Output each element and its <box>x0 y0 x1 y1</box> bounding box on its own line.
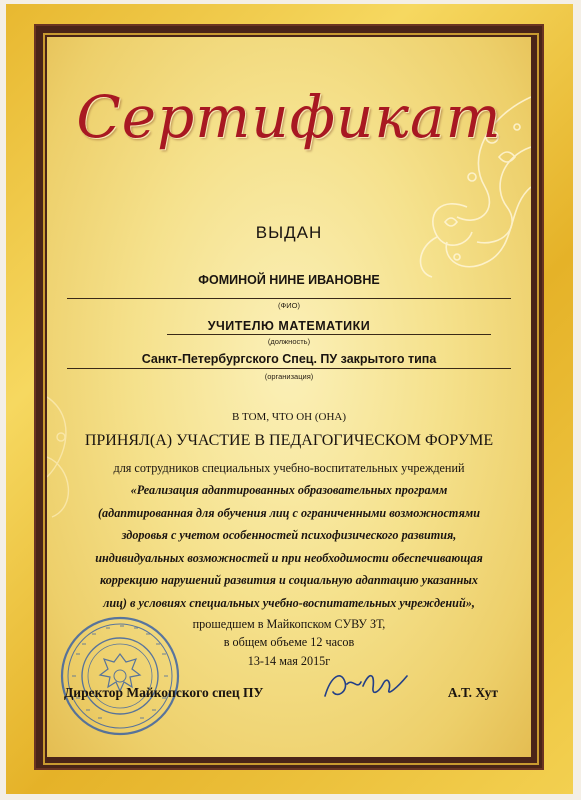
recipient-position: УЧИТЕЛЮ МАТЕМАТИКИ <box>207 319 371 333</box>
signatory-title: Директор Майкопского спец ПУ <box>64 685 264 700</box>
body-line: (адаптированная для обучения лиц с ограниченными возможностями <box>98 506 480 520</box>
body-line: в общем объеме 12 часов <box>223 635 355 649</box>
recipient-organization: Санкт-Петербургского Спец. ПУ закрытого типа <box>141 352 437 366</box>
certificate-title: Сертификат <box>76 83 502 151</box>
confirmation-text: В ТОМ, ЧТО ОН (ОНА) <box>231 411 347 423</box>
recipient-name: ФОМИНОЙ НИНЕ ИВАНОВНЕ <box>198 273 380 287</box>
body-line: «Реализация адаптированных образовательных программ <box>130 483 448 497</box>
event-dates: 13-14 мая 2015г <box>247 654 331 668</box>
signatory-name: А.Т. Хут <box>447 685 498 700</box>
body-line: для сотрудников специальных учебно-воспитательных учреждений <box>113 461 465 475</box>
body-line: коррекцию нарушений развития и социальную адаптацию указанных <box>100 573 478 587</box>
body-line: здоровья с учетом особенностей психофизического развития, <box>121 528 457 542</box>
body-line: лиц) в условиях специальных учебно-воспитательных учреждений», <box>103 596 475 610</box>
official-seal-icon <box>58 614 182 738</box>
organization-underline <box>67 368 511 369</box>
position-caption: (должность) <box>267 337 311 346</box>
body-line: прошедшем в Майкопском СУВУ ЗТ, <box>192 617 386 631</box>
name-underline <box>67 298 511 299</box>
certificate-panel <box>47 37 531 757</box>
signature-row <box>47 685 531 705</box>
organization-caption: (организация) <box>264 372 314 381</box>
name-caption: (ФИО) <box>278 301 300 310</box>
issued-label: ВЫДАН <box>255 223 323 242</box>
position-underline <box>167 334 491 335</box>
body-line: индивидуальных возможностей и при необходимости обеспечивающая <box>95 551 483 565</box>
participation-heading: ПРИНЯЛ(А) УЧАСТИЕ В ПЕДАГОГИЧЕСКОМ ФОРУМЕ <box>84 432 494 449</box>
